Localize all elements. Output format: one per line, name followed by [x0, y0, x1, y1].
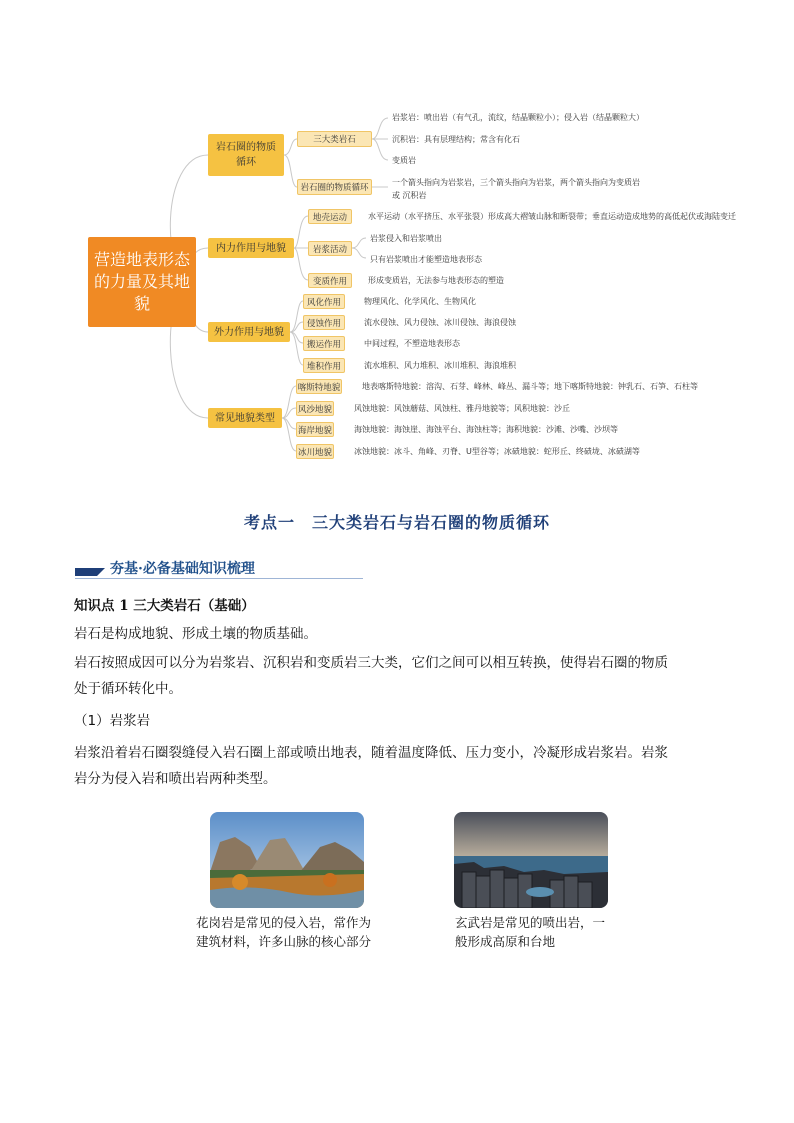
basalt-caption-line-1: 玄武岩是常见的喷出岩，一 — [455, 915, 606, 930]
leaf-deposition: 流水堆积、风力堆积、冰川堆积、海浪堆积 — [364, 361, 516, 370]
node-coastal: 海岸地貌 — [296, 422, 334, 437]
leaf-arrow-rule-2: 或 沉积岩 — [392, 191, 427, 200]
leaf-crustal: 水平运动（水平挤压、水平张裂）形成高大褶皱山脉和断裂带；垂直运动造成地势的高低起伏或海陆变迁 — [368, 212, 736, 221]
section-title: 考点一 三大类岩石与岩石圈的物质循环 — [243, 513, 550, 532]
leaf-karst: 地表喀斯特地貌：溶沟、石芽、峰林、峰丛、漏斗等；地下喀斯特地貌：钟乳石、石笋、石柱等 — [362, 382, 698, 391]
basalt-caption-line-2: 般形成高原和台地 — [455, 934, 556, 949]
subheading-igneous: （1）岩浆岩 — [74, 713, 151, 729]
granite-caption-line-2: 建筑材料，许多山脉的核心部分 — [196, 934, 372, 949]
node-three-rock-types: 三大类岩石 — [297, 131, 372, 147]
node-deposition: 堆积作用 — [303, 358, 345, 373]
node-aeolian: 风沙地貌 — [296, 401, 334, 416]
paragraph-2-line-1: 岩石按照成因可以分为岩浆岩、沉积岩和变质岩三大类，它们之间可以相互转换，使得岩石圈的物质 — [74, 655, 668, 671]
basalt-photo — [454, 812, 608, 908]
ribbon-marker-tip — [97, 568, 105, 576]
leaf-erosion: 流水侵蚀、风力侵蚀、冰川侵蚀、海浪侵蚀 — [364, 318, 516, 327]
granite-caption-line-1: 花岗岩是常见的侵入岩，常作为 — [196, 915, 372, 930]
node-crustal-movement: 地壳运动 — [308, 209, 352, 224]
node-transport: 搬运作用 — [303, 336, 345, 351]
node-metamorphism: 变质作用 — [308, 273, 352, 288]
paragraph-1: 岩石是构成地貌、形成土壤的物质基础。 — [74, 626, 317, 642]
node-erosion: 侵蚀作用 — [303, 315, 345, 330]
leaf-glacial: 冰蚀地貌：冰斗、角峰、刃脊、U型谷等；冰碛地貌：蛇形丘、终碛垅、冰碛湖等 — [354, 447, 640, 456]
leaf-magma-2: 只有岩浆喷出才能塑造地表形态 — [370, 255, 482, 264]
leaf-transport: 中间过程，不塑造地表形态 — [364, 339, 460, 348]
node-magmatic-activity: 岩浆活动 — [308, 241, 352, 256]
ribbon-marker — [75, 568, 97, 576]
leaf-igneous: 岩浆岩：喷出岩（有气孔，流纹，结晶颗粒小）；侵入岩（结晶颗粒大） — [392, 113, 644, 122]
node-rock-cycle: 岩石圈的物质循环 — [297, 179, 372, 195]
granite-photo — [210, 812, 364, 908]
knowledge-point-heading: 知识点 1 三大类岩石（基础） — [74, 598, 255, 614]
node-glacial: 冰川地貌 — [296, 444, 334, 459]
paragraph-4-line-2: 岩分为侵入岩和喷出岩两种类型。 — [74, 771, 277, 787]
leaf-arrow-rule: 一个箭头指向为岩浆岩，三个箭头指向为岩浆，两个箭头指向为变质岩 — [392, 178, 640, 187]
branch-landforms: 常见地貌类型 — [208, 408, 282, 428]
branch-rock-cycle: 岩石圈的物质循环 — [208, 134, 284, 176]
branch-endogenic: 内力作用与地貌 — [208, 238, 294, 258]
leaf-sedimentary: 沉积岩：具有层理结构；常含有化石 — [392, 135, 520, 144]
leaf-aeolian: 风蚀地貌：风蚀蘑菇、风蚀柱、雅丹地貌等；风积地貌：沙丘 — [354, 404, 570, 413]
leaf-weathering: 物理风化、化学风化、生物风化 — [364, 297, 476, 306]
leaf-magma-1: 岩浆侵入和岩浆喷出 — [370, 234, 442, 243]
ribbon-underline — [75, 578, 363, 579]
leaf-coastal: 海蚀地貌：海蚀崖、海蚀平台、海蚀柱等；海积地貌：沙滩、沙嘴、沙坝等 — [354, 425, 618, 434]
node-weathering: 风化作用 — [303, 294, 345, 309]
paragraph-4-line-1: 岩浆沿着岩石圈裂缝侵入岩石圈上部或喷出地表，随着温度降低、压力变小，冷凝形成岩浆岩。岩浆 — [74, 745, 668, 761]
paragraph-2-line-2: 处于循环转化中。 — [74, 681, 182, 697]
ribbon-title: 夯基·必备基础知识梳理 — [110, 561, 255, 577]
mindmap-root: 营造地表形态的力量及其地貌 — [88, 237, 196, 327]
leaf-metamorphic: 变质岩 — [392, 156, 416, 165]
node-karst: 喀斯特地貌 — [296, 379, 342, 394]
branch-exogenic: 外力作用与地貌 — [208, 322, 290, 342]
leaf-metamorphism: 形成变质岩，无法参与地表形态的塑造 — [368, 276, 504, 285]
